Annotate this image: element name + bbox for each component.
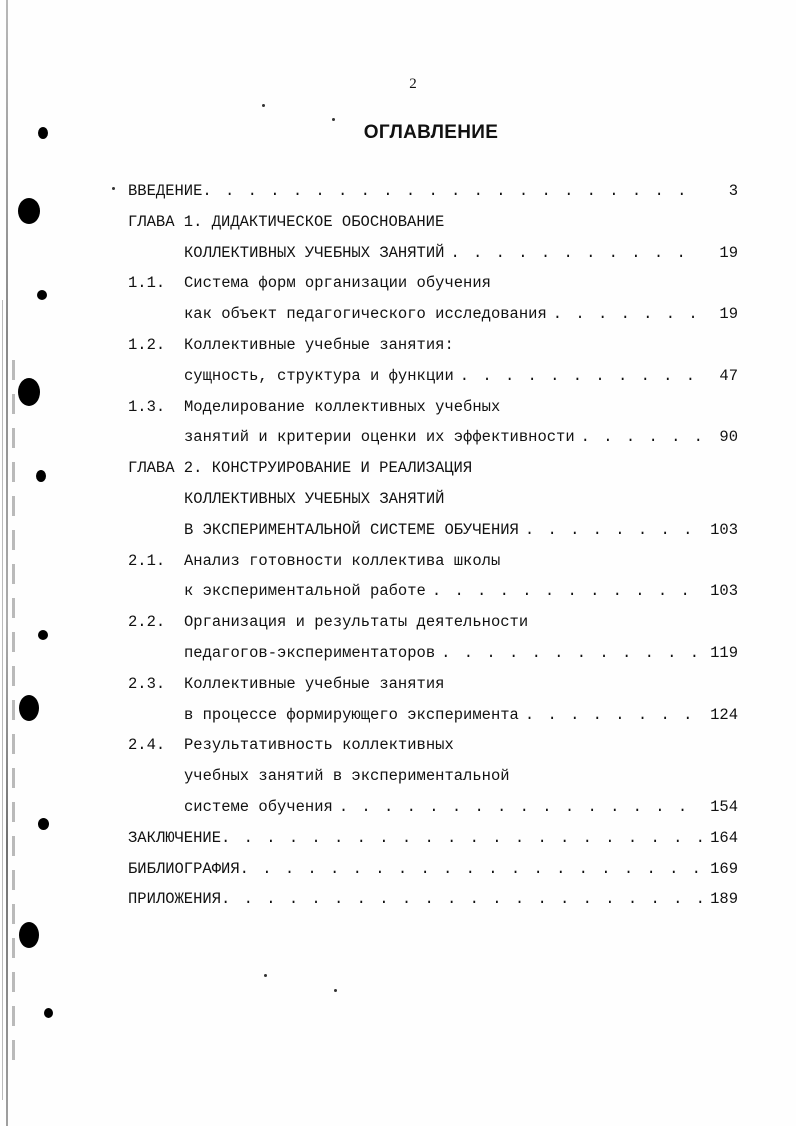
toc-line [128,207,738,238]
toc-leader-dots [441,638,702,669]
scan-edge-line [6,0,8,1126]
toc-line [128,392,738,423]
toc-entry[interactable] [128,207,738,269]
toc-entry[interactable] [128,392,738,454]
toc-entry-text: как объект педагогического исследования [184,305,547,324]
toc-entry-text: ГЛАВА 2. КОНСТРУИРОВАНИЕ И РЕАЛИЗАЦИЯ [128,459,473,478]
toc-line [128,268,738,299]
toc-line [128,700,738,731]
toc-page-number: 189 [710,890,738,909]
toc-line [128,607,738,638]
toc-section-number: 1.2. [128,335,166,354]
scan-speck [334,989,337,992]
toc-entry-text: КОЛЛЕКТИВНЫХ УЧЕБНЫХ ЗАНЯТИЙ [184,243,445,262]
toc-entry-text: Система форм организации обучения [184,274,491,293]
toc-page-number: 103 [710,582,738,601]
punch-hole [18,198,40,224]
toc-line [128,823,738,854]
toc-leader-dots [525,700,702,731]
toc-entry-text: Моделирование коллективных учебных [184,397,501,416]
toc-entry[interactable] [128,730,738,822]
toc-leader-dots [339,792,702,823]
toc-leader-dots [202,176,702,207]
toc-line [128,453,738,484]
toc-entry-text: ПРИЛОЖЕНИЯ [128,890,222,909]
toc-page-number: 90 [719,428,738,447]
toc-entry[interactable] [128,330,738,392]
toc-page-number: 124 [710,705,738,724]
scan-edge-line [2,300,3,1100]
toc-entry-text: ГЛАВА 1. ДИДАКТИЧЕСКОЕ ОБОСНОВАНИЕ [128,212,445,231]
page-number: 2 [409,76,417,92]
toc-page-number: 19 [719,243,738,262]
toc-line [128,546,738,577]
toc-page-number: 119 [710,643,738,662]
toc-leader-dots [553,299,702,330]
toc-section-number: 1.1. [128,274,166,293]
toc-section-number: 2.3. [128,674,166,693]
toc-line [128,884,738,915]
punch-hole [18,378,40,406]
punch-hole [36,470,46,482]
toc-entry-text: В ЭКСПЕРИМЕНТАЛЬНОЙ СИСТЕМЕ ОБУЧЕНИЯ [184,520,519,539]
punch-hole [44,1008,53,1018]
toc-leader-dots [581,422,702,453]
toc-line [128,422,738,453]
toc-entry-text: в процессе формирующего эксперимента [184,705,519,724]
toc-entry-text: Коллективные учебные занятия [184,674,445,693]
toc-entry[interactable] [128,823,738,854]
scan-speck [332,118,335,121]
toc-leader-dots [240,854,702,885]
toc-line [128,330,738,361]
toc-line [128,238,738,269]
toc-line [128,761,738,792]
table-of-contents [128,176,738,915]
toc-entry-text: БИБЛИОГРАФИЯ [128,859,240,878]
toc-section-number: 2.2. [128,613,166,632]
toc-leader-dots [221,823,702,854]
toc-line [128,484,738,515]
toc-page-number: 47 [719,366,738,385]
toc-section-number: 1.3. [128,397,166,416]
toc-line [128,730,738,761]
toc-leader-dots [460,361,702,392]
punch-hole [38,630,48,640]
toc-line [128,176,738,207]
toc-entry[interactable] [128,176,738,207]
toc-leader-dots [221,884,702,915]
toc-entry[interactable] [128,669,738,731]
toc-entry[interactable] [128,607,738,669]
toc-leader-dots [525,515,702,546]
toc-line [128,669,738,700]
toc-page-number: 164 [710,828,738,847]
toc-page-number: 169 [710,859,738,878]
toc-line [128,361,738,392]
toc-entry-text: педагогов-экспериментаторов [184,643,436,662]
toc-entry[interactable] [128,268,738,330]
toc-leader-dots [432,576,702,607]
toc-line [128,576,738,607]
toc-section-number: 2.1. [128,551,166,570]
toc-line [128,854,738,885]
toc-entry[interactable] [128,453,738,545]
toc-section-number: 2.4. [128,736,166,755]
scan-edge-line [12,360,15,1060]
toc-line [128,638,738,669]
toc-page-number: 103 [710,520,738,539]
toc-entry-text: системе обучения [184,797,333,816]
toc-entry-text: Анализ готовности коллектива школы [184,551,501,570]
scan-speck [262,104,265,107]
toc-entry[interactable] [128,546,738,608]
toc-entry-text: ЗАКЛЮЧЕНИЕ [128,828,222,847]
toc-line [128,299,738,330]
toc-page-number: 19 [719,305,738,324]
toc-page-number: 3 [728,182,738,200]
toc-entry-text: Результативность коллективных [184,736,454,755]
toc-entry[interactable] [128,854,738,885]
punch-hole [19,922,39,948]
toc-page-number: 154 [710,797,738,816]
toc-entry-text: учебных занятий в экспериментальной [184,767,510,786]
scan-speck [112,187,115,190]
toc-entry-text: КОЛЛЕКТИВНЫХ УЧЕБНЫХ ЗАНЯТИЙ [184,489,445,508]
toc-entry-text: сущность, структура и функции [184,366,454,385]
punch-hole [37,290,47,300]
page-title: ОГЛАВЛЕНИЕ [363,122,499,143]
punch-hole [19,695,39,721]
toc-line [128,515,738,546]
toc-entry[interactable] [128,884,738,915]
toc-entry-text: ВВЕДЕНИЕ [128,182,203,200]
toc-entry-text: Коллективные учебные занятия: [184,335,454,354]
toc-line [128,792,738,823]
toc-entry-text: Организация и результаты деятельности [184,613,529,632]
scan-speck [264,974,267,977]
punch-hole [38,818,49,830]
toc-entry-text: занятий и критерии оценки их эффективности [184,428,575,447]
toc-entry-text: к экспериментальной работе [184,582,426,601]
toc-leader-dots [450,238,702,269]
